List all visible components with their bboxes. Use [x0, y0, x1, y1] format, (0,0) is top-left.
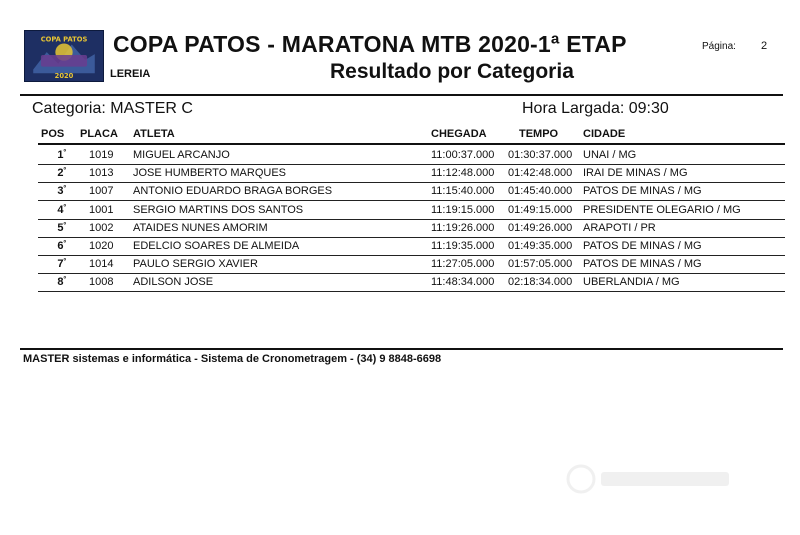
cell-arrival: 11:19:35.000 [431, 240, 495, 252]
cell-athlete: JOSE HUMBERTO MARQUES [133, 167, 287, 180]
cell-arrival: 11:27:05.000 [431, 258, 495, 271]
start-time: Hora Largada: 09:30 [522, 100, 669, 117]
pos-number: 1 [57, 149, 64, 161]
watermark-logo [565, 462, 735, 496]
pos-ordinal: º [63, 221, 66, 229]
page-label: Página: [702, 41, 736, 52]
pos-number: 7 [57, 258, 64, 271]
category-label: Categoria: MASTER C [32, 100, 193, 117]
table-row [38, 164, 785, 183]
cell-city: ARAPOTI / PR [583, 221, 656, 234]
cell-time: 01:30:37.000 [508, 149, 573, 161]
report-title: Resultado por Categoria [330, 60, 574, 83]
cell-athlete: ADILSON JOSE [133, 276, 214, 289]
logo-title: COPA PATOS [40, 35, 88, 44]
cell-athlete: EDELCIO SOARES DE ALMEIDA [133, 240, 300, 252]
column-header-time: TEMPO [519, 128, 559, 140]
cell-arrival: 11:00:37.000 [431, 149, 495, 161]
cell-arrival: 11:15:40.000 [431, 185, 495, 198]
pos-number: 4 [57, 203, 64, 216]
cell-athlete: ANTONIO EDUARDO BRAGA BORGES [133, 185, 333, 198]
footer-divider [20, 348, 783, 350]
cell-pos [38, 185, 66, 197]
page-number: 2 [761, 40, 768, 52]
cell-city: UBERLANDIA / MG [583, 276, 680, 289]
pos-number: 8 [57, 276, 64, 289]
pos-number: 5 [57, 221, 64, 234]
cell-time: 01:45:40.000 [508, 185, 573, 198]
cell-arrival: 11:19:26.000 [431, 221, 495, 234]
cell-city: PATOS DE MINAS / MG [583, 185, 702, 198]
cell-city: PRESIDENTE OLEGARIO / MG [583, 203, 741, 216]
cell-arrival: 11:12:48.000 [431, 167, 495, 180]
cell-arrival: 11:19:15.000 [431, 203, 495, 216]
table-row [38, 146, 785, 165]
cell-city: IRAI DE MINAS / MG [583, 167, 688, 180]
pos-number: 2 [57, 167, 64, 180]
pos-ordinal: º [63, 276, 66, 284]
cell-pos [38, 204, 66, 216]
cell-city: PATOS DE MINAS / MG [583, 240, 702, 252]
cell-athlete: PAULO SERGIO XAVIER [133, 258, 258, 271]
table-row [38, 255, 785, 274]
cell-plate: 1008 [89, 276, 114, 289]
column-header-arrival: CHEGADA [431, 128, 487, 140]
event-title: COPA PATOS - MARATONA MTB 2020-1ª ETAP [113, 31, 627, 57]
cell-plate: 1014 [89, 258, 114, 271]
organizer-name: LEREIA [110, 68, 151, 80]
column-header-pos: POS [41, 128, 65, 140]
cell-athlete: ATAIDES NUNES AMORIM [133, 221, 268, 234]
pos-ordinal: º [63, 185, 66, 193]
pos-ordinal: º [63, 167, 66, 175]
cell-plate: 1002 [89, 221, 114, 234]
header-divider [20, 94, 783, 96]
table-header-divider [38, 143, 785, 145]
logo-year: 2020 [54, 72, 74, 81]
cell-time: 01:49:35.000 [508, 240, 573, 252]
column-header-plate: PLACA [80, 128, 118, 140]
table-row [38, 273, 785, 292]
cell-time: 01:49:15.000 [508, 203, 573, 216]
pos-number: 6 [57, 240, 64, 252]
footer-text: MASTER sistemas e informática - Sistema de Cronometragem - (34) 9 8848-6698 [23, 353, 442, 365]
cell-plate: 1007 [89, 185, 114, 198]
cell-time: 01:49:26.000 [508, 221, 573, 234]
cell-city: UNAI / MG [583, 149, 637, 161]
table-row [38, 201, 785, 220]
cell-pos [38, 258, 66, 270]
cell-athlete: MIGUEL ARCANJO [133, 149, 230, 161]
column-header-athlete: ATLETA [133, 128, 175, 140]
table-row [38, 219, 785, 238]
pos-number: 3 [57, 185, 64, 198]
cell-city: PATOS DE MINAS / MG [583, 258, 702, 271]
cell-pos [38, 240, 66, 252]
cell-pos [38, 222, 66, 234]
cell-pos [38, 276, 66, 288]
cell-plate: 1019 [89, 149, 114, 161]
cell-plate: 1020 [89, 240, 114, 252]
cell-arrival: 11:48:34.000 [431, 276, 495, 289]
cell-plate: 1001 [89, 203, 114, 216]
pos-ordinal: º [63, 149, 66, 156]
cell-time: 01:57:05.000 [508, 258, 573, 271]
cell-pos [38, 167, 66, 179]
pos-ordinal: º [63, 240, 66, 247]
cell-time: 01:42:48.000 [508, 167, 573, 180]
table-row [38, 237, 785, 256]
table-row [38, 182, 785, 201]
cell-pos [38, 149, 66, 161]
pos-ordinal: º [63, 203, 66, 211]
pos-ordinal: º [63, 258, 66, 266]
cell-time: 02:18:34.000 [508, 276, 573, 289]
column-header-city: CIDADE [583, 128, 626, 140]
cell-athlete: SERGIO MARTINS DOS SANTOS [133, 203, 304, 216]
event-logo [24, 30, 104, 82]
cell-plate: 1013 [89, 167, 114, 180]
